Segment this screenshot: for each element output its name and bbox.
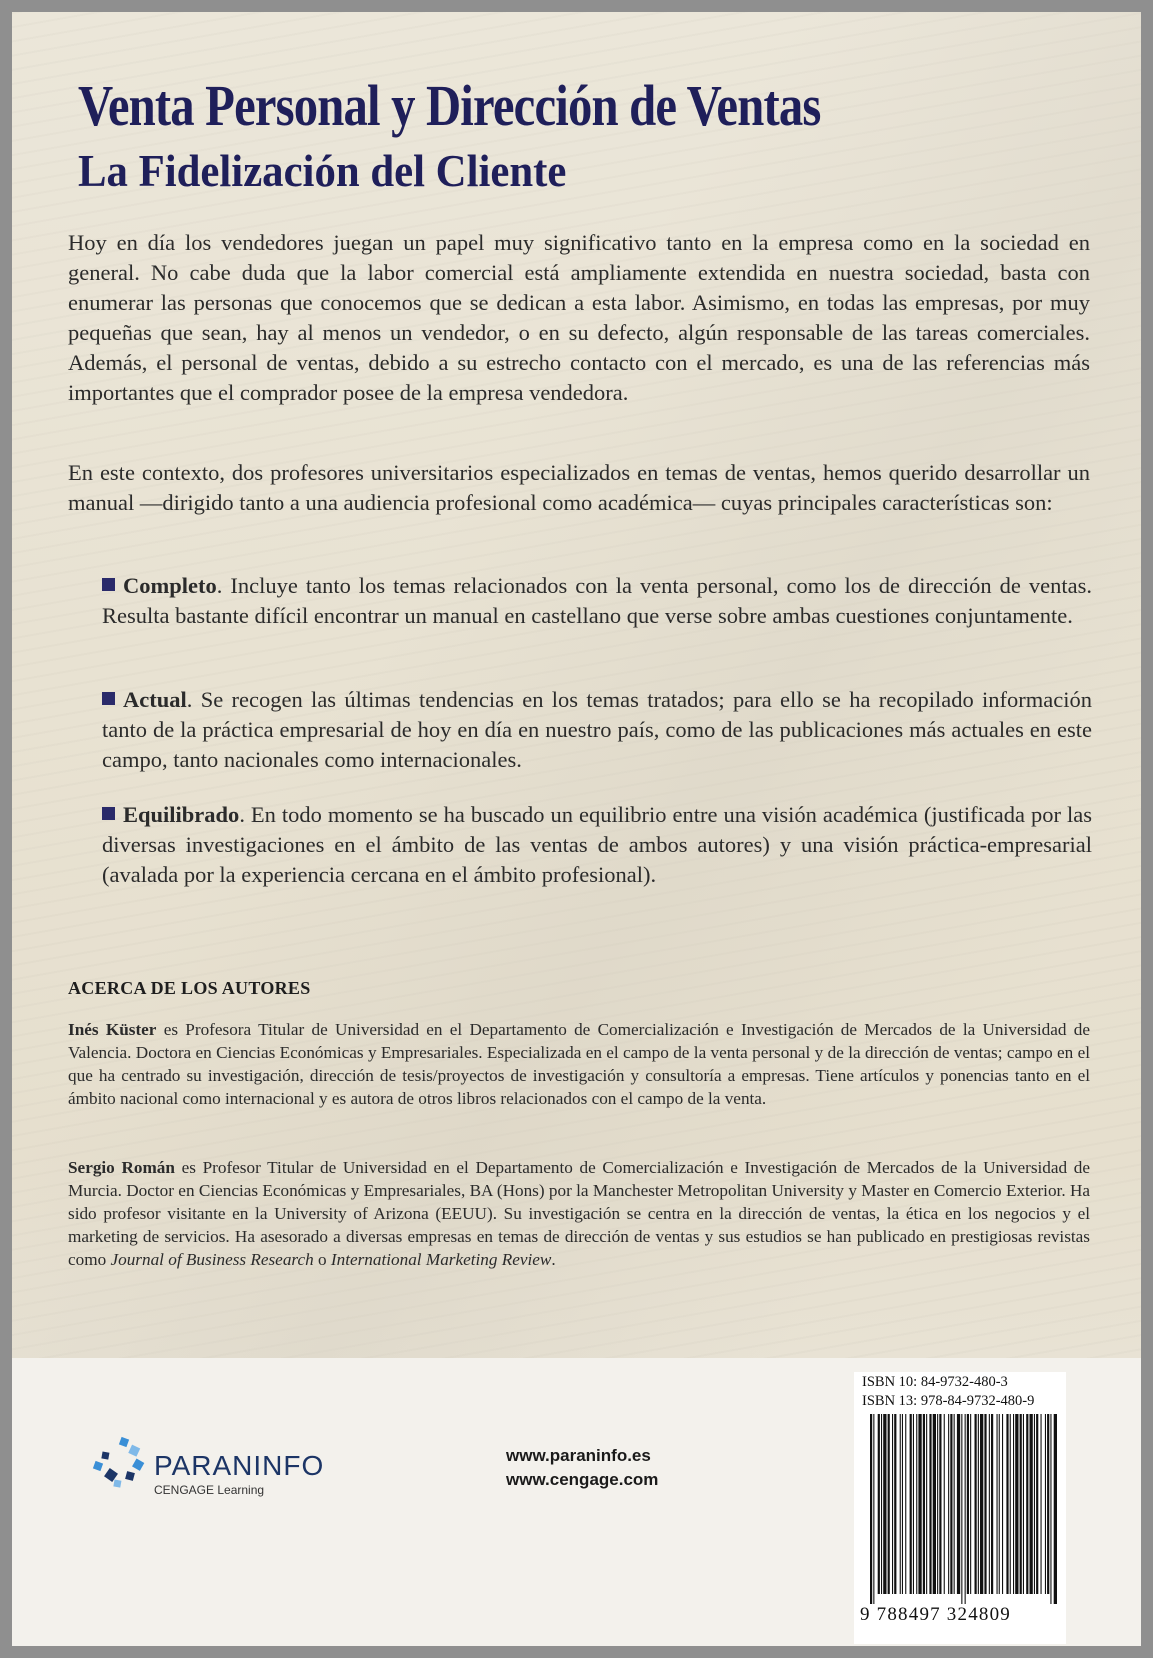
isbn-13: ISBN 13: 978-84-9732-480-9 (862, 1393, 1035, 1409)
barcode-bar (878, 1414, 880, 1594)
url-cengage[interactable]: www.cengage.com (506, 1470, 659, 1489)
isbn-block (854, 1372, 1066, 1644)
barcode-bar (975, 1414, 977, 1594)
barcode-bar (894, 1414, 896, 1594)
book-subtitle: La Fidelización del Cliente (78, 145, 567, 196)
barcode-bar (1013, 1414, 1014, 1594)
barcode-bar (1045, 1414, 1046, 1594)
barcode-bar (970, 1414, 971, 1594)
barcode-bar (980, 1414, 983, 1594)
barcode-bar (1010, 1414, 1011, 1594)
barcode-bar (926, 1414, 927, 1594)
publisher-name: PARANINFO (154, 1450, 325, 1481)
barcode-bar (905, 1414, 906, 1594)
publisher-subname: CENGAGE Learning (154, 1483, 265, 1497)
barcode-bar (999, 1414, 1000, 1594)
barcode-bar (873, 1414, 874, 1604)
publisher-logo (90, 1436, 325, 1506)
barcode-bar (950, 1414, 952, 1594)
author-bio-text: es Profesora Titular de Universidad en el Departamento de Comercialización e Investigación de Mercados de la Universidad de Valencia. Doctora en Ciencias Económicas y Empresariales. Especializada en el campo de la venta personal y de la dirección de ventas; campo en el que ha centrado su investigación, dirección de tesis/proyectos de investigación y consultoría a empresas. Tiene artículos y ponencias tanto en el ámbito nacional como internacional y es autora de otros libros relacionados con el campo de la venta. (68, 1020, 1090, 1108)
barcode-bar (1026, 1414, 1028, 1594)
bullet-square-icon (102, 692, 115, 705)
feature-text: . Incluye tanto los temas relacionados con la venta personal, como los de dirección de ventas. Resulta bastante difícil encontrar un manual en castellano que verse sobre ambas cuestiones conjuntamente. (102, 573, 1092, 628)
barcode-bar (888, 1414, 890, 1594)
barcode-bar (1036, 1414, 1038, 1594)
book-title: Venta Personal y Dirección de Ventas (78, 73, 821, 138)
barcode (868, 1414, 1058, 1604)
bullet-square-icon (102, 807, 115, 820)
barcode-bar (978, 1414, 979, 1594)
bullet-square-icon (102, 578, 115, 591)
barcode-bar (918, 1414, 921, 1594)
barcode-bar (910, 1414, 912, 1594)
barcode-bar (892, 1414, 893, 1594)
barcode-bar (933, 1414, 936, 1594)
author-bio-text: es Profesor Titular de Universidad en el Departamento de Comercialización e Investigación de Mercados de la Universidad de Murcia. Doctor en Ciencias Económicas y Empresariales, BA (Hons) por la Manchester Metropolitan University y Master en Comercio Exterior. Ha sido profesor visitante en la University of Arizona (EEUU). Su investigación se centra en la dirección de ventas, la ética en los negocios y el marketing de servicios. Ha asesorado a diversas empresas en temas de dirección de ventas y sus estudios se han publicado en prestigiosas revistas como (68, 1158, 1090, 1269)
url-paraninfo[interactable]: www.paraninfo.es (506, 1446, 651, 1465)
barcode-bar (948, 1414, 949, 1594)
end-text: . (551, 1250, 556, 1269)
feature-text: . Se recogen las últimas tendencias en los temas tratados; para ello se ha recopilado información tanto de la práctica empresarial de hoy en día en nuestro país, como de las publicaciones más actuales en este campo, tanto nacionales como internacionales. (102, 687, 1092, 772)
barcode-bar (1034, 1414, 1035, 1594)
barcode-bar (997, 1414, 998, 1594)
barcode-bar (939, 1414, 941, 1594)
barcode-bar (989, 1414, 990, 1594)
barcode-bar (954, 1414, 955, 1594)
barcode-bar (967, 1414, 969, 1594)
barcode-bar (900, 1414, 901, 1594)
feature-term: Actual (123, 687, 187, 712)
barcode-bar (1015, 1414, 1018, 1594)
journal-title: Journal of Business Research (110, 1250, 314, 1269)
barcode-bar (961, 1414, 962, 1604)
author-bio-kuster (68, 1018, 1090, 1110)
feature-equilibrado (102, 800, 1092, 890)
barcode-bar (923, 1414, 925, 1594)
publisher-urls (506, 1444, 658, 1492)
barcode-bar (1020, 1414, 1022, 1594)
paraninfo-logo-icon (90, 1436, 146, 1492)
author-bio-roman (68, 1156, 1090, 1271)
barcode-bar (1047, 1414, 1049, 1594)
barcode-bar (944, 1414, 945, 1594)
barcode-bar (902, 1414, 903, 1594)
barcode-bar (991, 1414, 993, 1594)
author-name: Inés Küster (68, 1020, 157, 1039)
book-back-cover (12, 12, 1141, 1646)
barcode-bar (870, 1414, 872, 1604)
barcode-bar (913, 1414, 914, 1594)
journal-title: International Marketing Review (330, 1250, 552, 1269)
isbn-10: ISBN 10: 84-9732-480-3 (862, 1374, 1008, 1390)
barcode-bar (957, 1414, 960, 1594)
barcode-bar (1006, 1414, 1008, 1594)
barcode-bar (916, 1414, 917, 1594)
feature-text: . En todo momento se ha buscado un equilibrio entre una visión académica (justificada por las diversas investigaciones en el ámbito de las ventas de ambos autores) y una visión práctica-empresarial (avalada por la experiencia cercana en el ámbito profesional). (102, 802, 1092, 887)
barcode-digits: 9 788497 324809 (860, 1604, 1011, 1625)
barcode-bar (937, 1414, 938, 1594)
barcode-bar (883, 1414, 886, 1594)
barcode-bar (1002, 1414, 1003, 1594)
author-name: Sergio Román (68, 1158, 175, 1177)
intro-paragraph-1: Hoy en día los vendedores juegan un papel muy significativo tanto en la empresa como en la sociedad en general. No cabe duda que la labor comercial está ampliamente extendida en nuestra sociedad, basta con enumerar las personas que conocemos que se dedican a esta labor. Asimismo, en todas las empresas, por muy pequeñas que sean, hay al menos un vendedor, o en su defecto, algún responsable de las tareas comerciales. Además, el personal de ventas, debido a su estrecho contacto con el mercado, es una de las referencias más importantes que el comprador posee de la empresa vendedora. (68, 230, 1090, 405)
barcode-bar (929, 1414, 931, 1594)
barcode-bar (1030, 1414, 1033, 1594)
barcode-bar (1023, 1414, 1024, 1594)
intro-paragraph-2: En este contexto, dos profesores universitarios especializados en temas de ventas, hemos querido desarrollar un manual —dirigido tanto a una audiencia profesional como académica— cuyas principales características son: (68, 460, 1090, 515)
connector-text: o (313, 1250, 331, 1269)
feature-completo (102, 571, 1092, 631)
feature-term: Completo (123, 573, 217, 598)
barcode-bar (984, 1414, 986, 1594)
barcode-bar (881, 1414, 882, 1594)
feature-actual (102, 685, 1092, 775)
authors-heading: ACERCA DE LOS AUTORES (68, 978, 311, 998)
feature-term: Equilibrado (123, 802, 240, 827)
barcode-bar (1041, 1414, 1042, 1594)
barcode-bar (1054, 1414, 1057, 1604)
barcode-bar (965, 1414, 966, 1604)
barcode-bar (1050, 1414, 1051, 1604)
